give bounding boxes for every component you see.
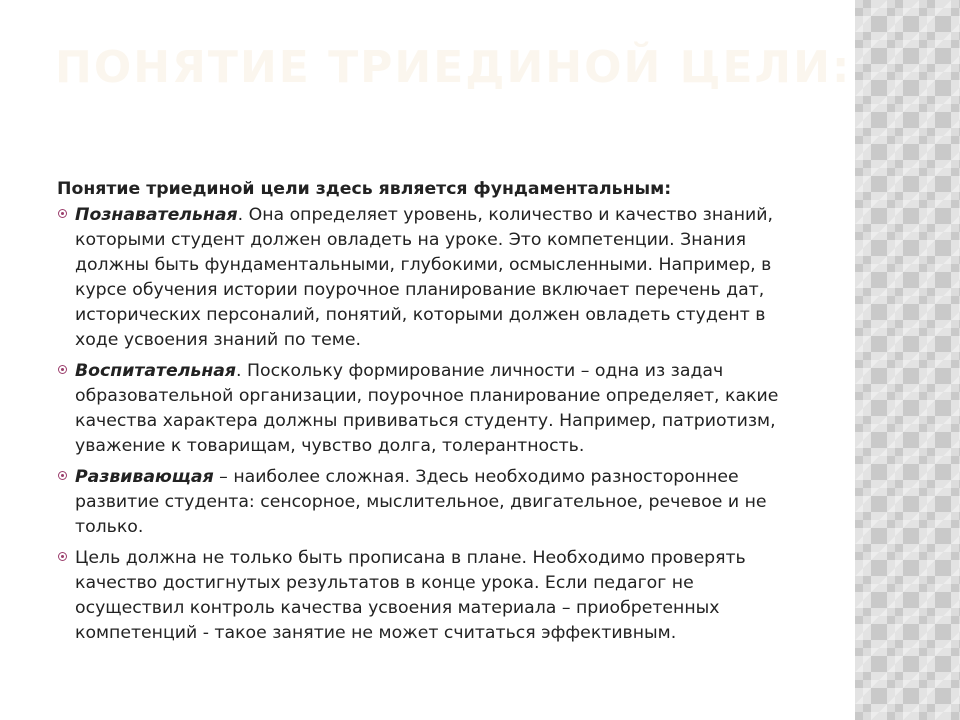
bullet-text: . Поскольку формирование личности – одна из задач образовательной организации, поурочное планирование определяет, какие качества характера должны прививаться студенту. Например, патриотизм, уважение к товарищам, чувство долга, толерантность. — [75, 361, 779, 456]
bullet-term: Воспитательная — [75, 361, 237, 381]
bullet-item — [57, 359, 802, 459]
bullet-item — [57, 546, 802, 646]
decorative-sidebar — [855, 0, 960, 720]
slide-content — [57, 177, 802, 652]
slide-title: ПОНЯТИЕ ТРИЕДИНОЙ ЦЕЛИ: — [55, 42, 852, 93]
bullet-term: Развивающая — [75, 467, 214, 487]
bullet-text: – наиболее сложная. Здесь необходимо разностороннее развитие студента: сенсорное, мыслительное, двигательное, речевое и не только. — [75, 467, 767, 537]
bullet-text: . Она определяет уровень, количество и качество знаний, которыми студент должен овладеть на уроке. Это компетенции. Знания должны быть фундаментальными, глубокими, осмысленными. Например, в курсе обучения истории поурочное планирование включает перечень дат, исторических персоналий, понятий, которыми должен овладеть студент в ходе усвоения знаний по теме. — [75, 205, 774, 350]
bullet-icon — [58, 471, 67, 480]
bullet-icon — [58, 552, 67, 561]
bullet-item — [57, 203, 802, 353]
bullet-icon — [58, 209, 67, 218]
bullet-list — [57, 203, 802, 646]
bullet-text: Цель должна не только быть прописана в плане. Необходимо проверять качество достигнутых результатов в конце урока. Если педагог не осуществил контроль качества усвоения материала – приобретенных компетенций - такое занятие не может считаться эффективным. — [75, 548, 746, 643]
bullet-icon — [58, 365, 67, 374]
intro-text: Понятие триединой цели здесь является фундаментальным: — [57, 179, 672, 199]
bullet-item — [57, 465, 802, 540]
bullet-term: Познавательная — [75, 205, 238, 225]
